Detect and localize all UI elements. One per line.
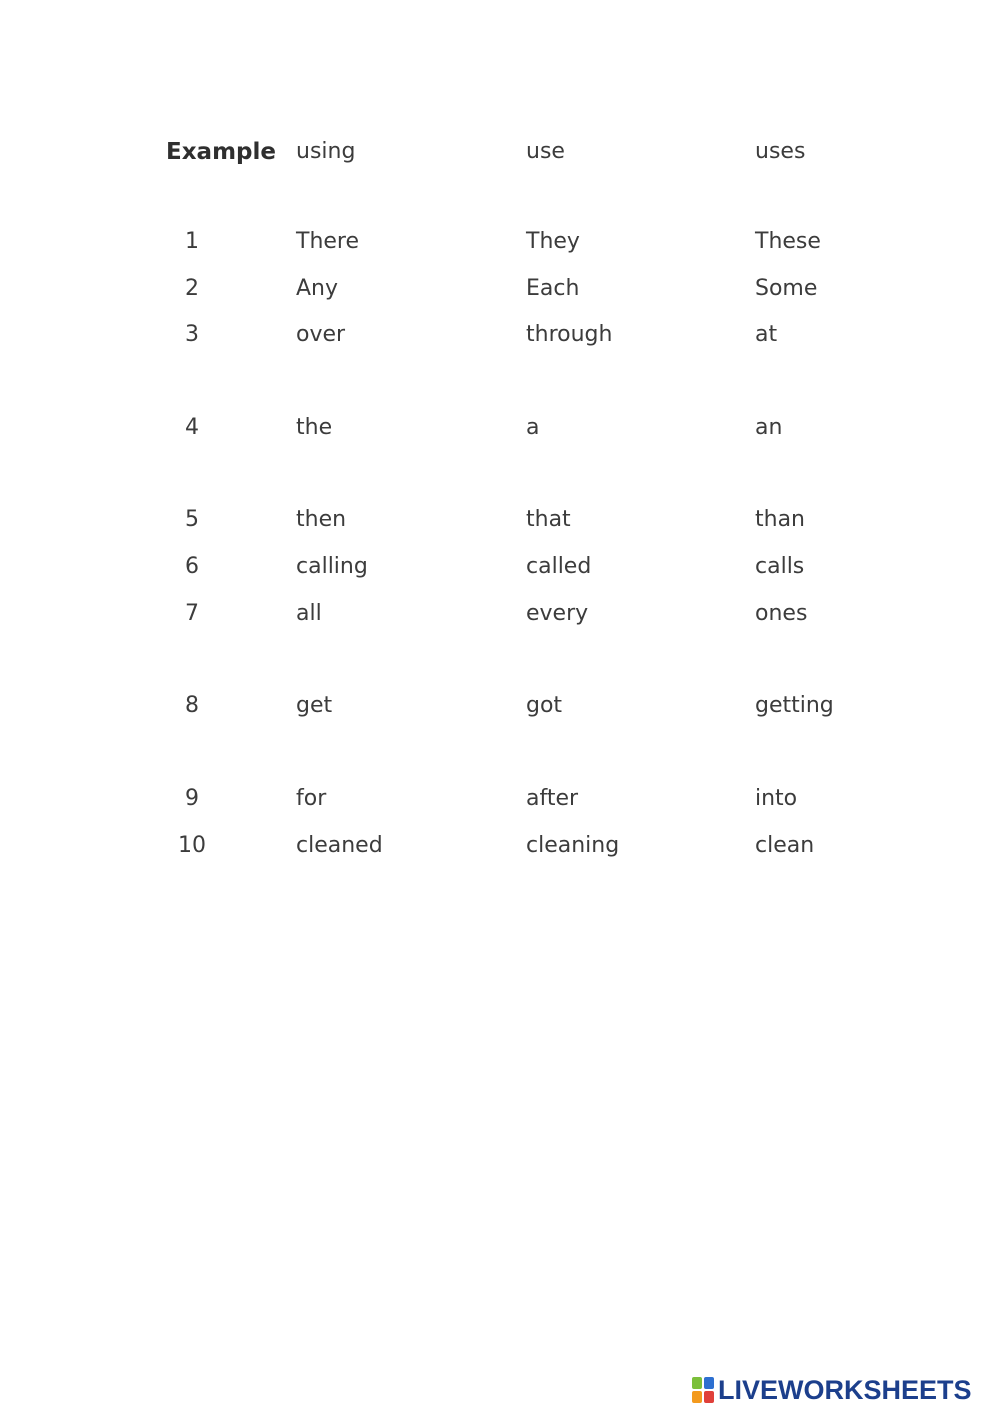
option-3[interactable]: Some	[755, 276, 818, 301]
question-number: 3	[185, 322, 199, 347]
option-1[interactable]: all	[296, 601, 322, 626]
option-1[interactable]: get	[296, 693, 333, 718]
question-row-6	[0, 547, 1000, 587]
liveworksheets-logo[interactable]	[692, 1372, 972, 1408]
option-3[interactable]: into	[755, 786, 798, 811]
question-number: 2	[185, 276, 199, 301]
option-2[interactable]: got	[526, 693, 563, 718]
option-1[interactable]: cleaned	[296, 833, 383, 858]
option-1[interactable]: calling	[296, 554, 368, 579]
option-2[interactable]: that	[526, 507, 571, 532]
question-row-2	[0, 269, 1000, 309]
question-number: 9	[185, 786, 199, 811]
example-row	[0, 132, 1000, 172]
question-row-3	[0, 315, 1000, 355]
option-1[interactable]: for	[296, 786, 327, 811]
liveworksheets-logo-icon	[692, 1377, 714, 1403]
question-row-8	[0, 686, 1000, 726]
option-2[interactable]: They	[526, 229, 580, 254]
option-3[interactable]: than	[755, 507, 805, 532]
option-2[interactable]: through	[526, 322, 613, 347]
example-option-3: uses	[755, 139, 806, 164]
option-3[interactable]: clean	[755, 833, 815, 858]
example-option-1: using	[296, 139, 356, 164]
question-row-5	[0, 500, 1000, 540]
option-1[interactable]: over	[296, 322, 346, 347]
option-3[interactable]: an	[755, 415, 783, 440]
question-number: 10	[178, 833, 206, 858]
option-3[interactable]: getting	[755, 693, 834, 718]
option-3[interactable]: ones	[755, 601, 808, 626]
question-number: 5	[185, 507, 199, 532]
option-2[interactable]: Each	[526, 276, 580, 301]
option-3[interactable]: at	[755, 322, 778, 347]
question-row-7	[0, 594, 1000, 634]
option-1[interactable]: There	[296, 229, 360, 254]
question-row-4	[0, 408, 1000, 448]
option-1[interactable]: the	[296, 415, 333, 440]
question-row-1	[0, 222, 1000, 262]
option-3[interactable]: These	[755, 229, 821, 254]
option-1[interactable]: then	[296, 507, 347, 532]
question-number: 7	[185, 601, 199, 626]
option-2[interactable]: cleaning	[526, 833, 620, 858]
example-option-2: use	[526, 139, 565, 164]
option-2[interactable]: after	[526, 786, 579, 811]
option-1[interactable]: Any	[296, 276, 339, 301]
option-2[interactable]: called	[526, 554, 592, 579]
question-number: 4	[185, 415, 199, 440]
option-2[interactable]: every	[526, 601, 589, 626]
question-row-10	[0, 826, 1000, 866]
question-row-9	[0, 779, 1000, 819]
question-number: 1	[185, 229, 199, 254]
logo-text: LIVEWORKSHEETS	[718, 1375, 972, 1405]
example-label: Example	[166, 139, 276, 165]
option-3[interactable]: calls	[755, 554, 805, 579]
option-2[interactable]: a	[526, 415, 540, 440]
question-number: 6	[185, 554, 199, 579]
question-number: 8	[185, 693, 199, 718]
